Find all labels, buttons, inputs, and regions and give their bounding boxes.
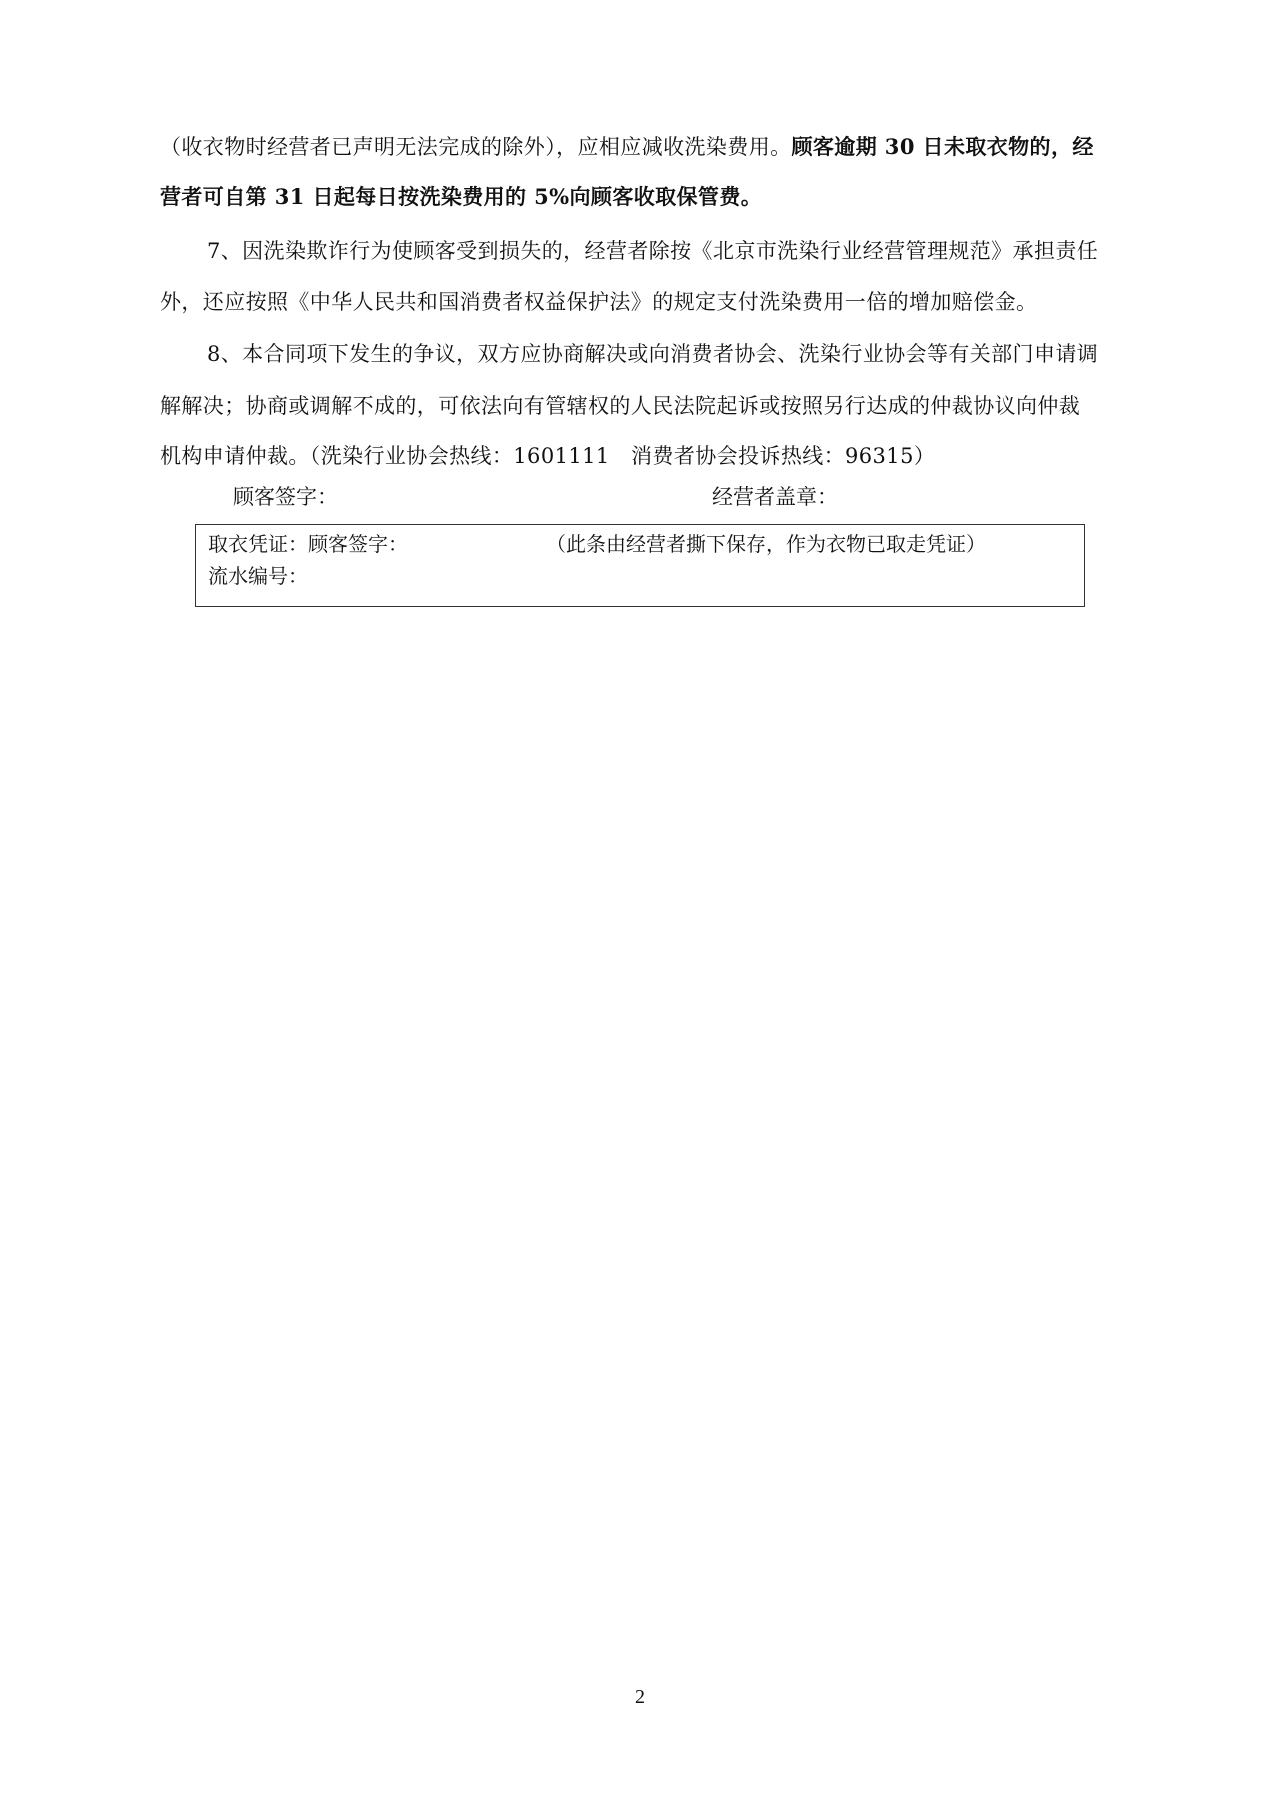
paragraph-7-line-2: 外，还应按照《中华人民共和国消费者权益保护法》的规定支付洗染费用一倍的增加赔偿金。 (160, 290, 1038, 314)
paragraph-6-bold-text: 顾客逾期 30 日未取衣物的，经 (791, 134, 1094, 159)
operator-seal-label: 经营者盖章： (712, 485, 838, 509)
pickup-signature-label: 取衣凭证：顾客签字： (208, 532, 408, 556)
paragraph-8-line-3: 机构申请仲裁。（洗染行业协会热线：1601111 消费者协会投诉热线：96315） (160, 444, 936, 468)
paragraph-6-line-1 (160, 133, 1140, 161)
serial-number-label: 流水编号： (208, 564, 308, 588)
paragraph-6-line-2: 营者可自第 31 日起每日按洗染费用的 5%向顾客收取保管费。 (160, 184, 763, 209)
paragraph-7-line-1: 7、因洗染欺诈行为使顾客受到损失的，经营者除按《北京市洗染行业经营管理规范》承担责任 (207, 239, 1099, 263)
paragraph-8-line-2: 解解决；协商或调解不成的，可依法向有管辖权的人民法院起诉或按照另行达成的仲裁协议向仲裁 (160, 394, 1081, 418)
pickup-receipt-box (195, 524, 1085, 607)
paragraph-6-text: （收衣物时经营者已声明无法完成的除外），应相应减收洗染费用。 (160, 135, 792, 159)
customer-signature-label: 顾客签字： (233, 485, 338, 509)
page-number: 2 (635, 1686, 645, 1708)
paragraph-8-line-1: 8、本合同项下发生的争议，双方应协商解决或向消费者协会、洗染行业协会等有关部门申请调 (207, 342, 1099, 366)
receipt-note: （此条由经营者撕下保存，作为衣物已取走凭证） (546, 532, 986, 556)
